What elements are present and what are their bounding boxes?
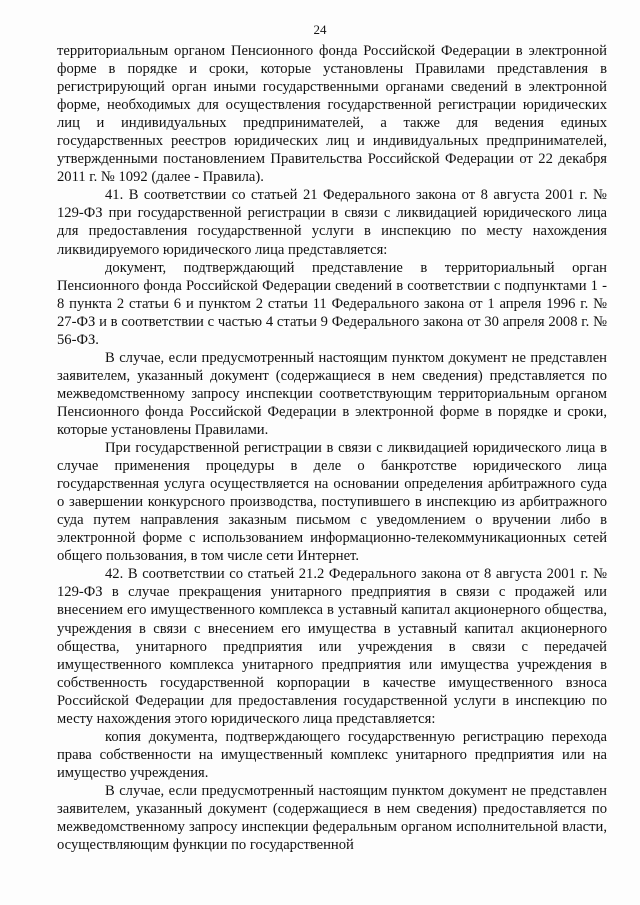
paragraph-ownership-copy: копия документа, подтверждающего государственную регистрацию перехода права собственности на имущественный комплекс унитарного предприятия или на имущество учреждения. — [57, 728, 607, 781]
paragraph-document-pension-fund: документ, подтверждающий представление в территориальный орган Пенсионного фонда Российской Федерации сведений в соответствии с подпунктами 1 - 8 пункта 2 статьи 6 и пунктом 2 статьи 11 Федерального закона от 1 апреля 1996 г. № 27-ФЗ и в соответствии с частью 4 статьи 9 Федерального закона от 30 апреля 2008 г. № 56-ФЗ. — [57, 259, 607, 348]
paragraph-federal-authority-request: В случае, если предусмотренный настоящим пунктом документ не представлен заявителем, указанный документ (содержащиеся в нем сведения) предоставляется по межведомственному запросу инспекции федеральным органом исполнительной власти, осуществляющим функции по государственной — [57, 782, 607, 854]
document-body — [57, 42, 607, 854]
paragraph-interdepartmental-request: В случае, если предусмотренный настоящим пунктом документ не представлен заявителем, указанный документ (содержащиеся в нем сведения) представляется по межведомственному запросу инспекции соответствующим территориальным органом Пенсионного фонда Российской Федерации в электронной форме в порядке и сроки, которые установлены Правилами. — [57, 349, 607, 438]
page-number: 24 — [313, 22, 327, 37]
paragraph-item-42: 42. В соответствии со статьей 21.2 Федерального закона от 8 августа 2001 г. № 129-ФЗ в случае прекращения унитарного предприятия в связи с продажей или внесением его имущественного комплекса в уставный капитал акционерного общества, учреждения в связи с внесением его имущества в уставный капитал акционерного общества, унитарного предприятия или учреждения в связи с передачей имущественного комплекса унитарного предприятия или имущества учреждения в собственность государственной корпорации в качестве имущественного взноса Российской Федерации для предоставления государственной услуги в инспекцию по месту нахождения этого юридического лица представляется: — [57, 566, 607, 727]
paragraph-bankruptcy: При государственной регистрации в связи с ликвидацией юридического лица в случае применения процедуры в деле о банкротстве юридического лица государственная услуга осуществляется на основании определения арбитражного суда о завершении конкурсного производства, поступившего в инспекцию из арбитражного суда путем направления заказным письмом с уведомлением о вручении либо в электронной форме с использованием информационно-телекоммуникационных сетей общего пользования, в том числе сети Интернет. — [57, 440, 607, 565]
paragraph-continuation: территориальным органом Пенсионного фонда Российской Федерации в электронной форме в порядке и сроки, которые установлены Правилами представления в регистрирующий орган иными государственными органами сведений в электронной форме, необходимых для осуществления государственной регистрации юридических лиц и индивидуальных предпринимателей, а также для ведения единых государственных реестров юридических лиц и индивидуальных предпринимателей, утвержденными постановлением Правительства Российской Федерации от 22 декабря 2011 г. № 1092 (далее - Правила). — [57, 43, 607, 186]
paragraph-item-41: 41. В соответствии со статьей 21 Федерального закона от 8 августа 2001 г. № 129-ФЗ при государственной регистрации в связи с ликвидацией юридического лица для предоставления государственной услуги в инспекцию по месту нахождения ликвидируемого юридического лица представляется: — [57, 187, 607, 258]
